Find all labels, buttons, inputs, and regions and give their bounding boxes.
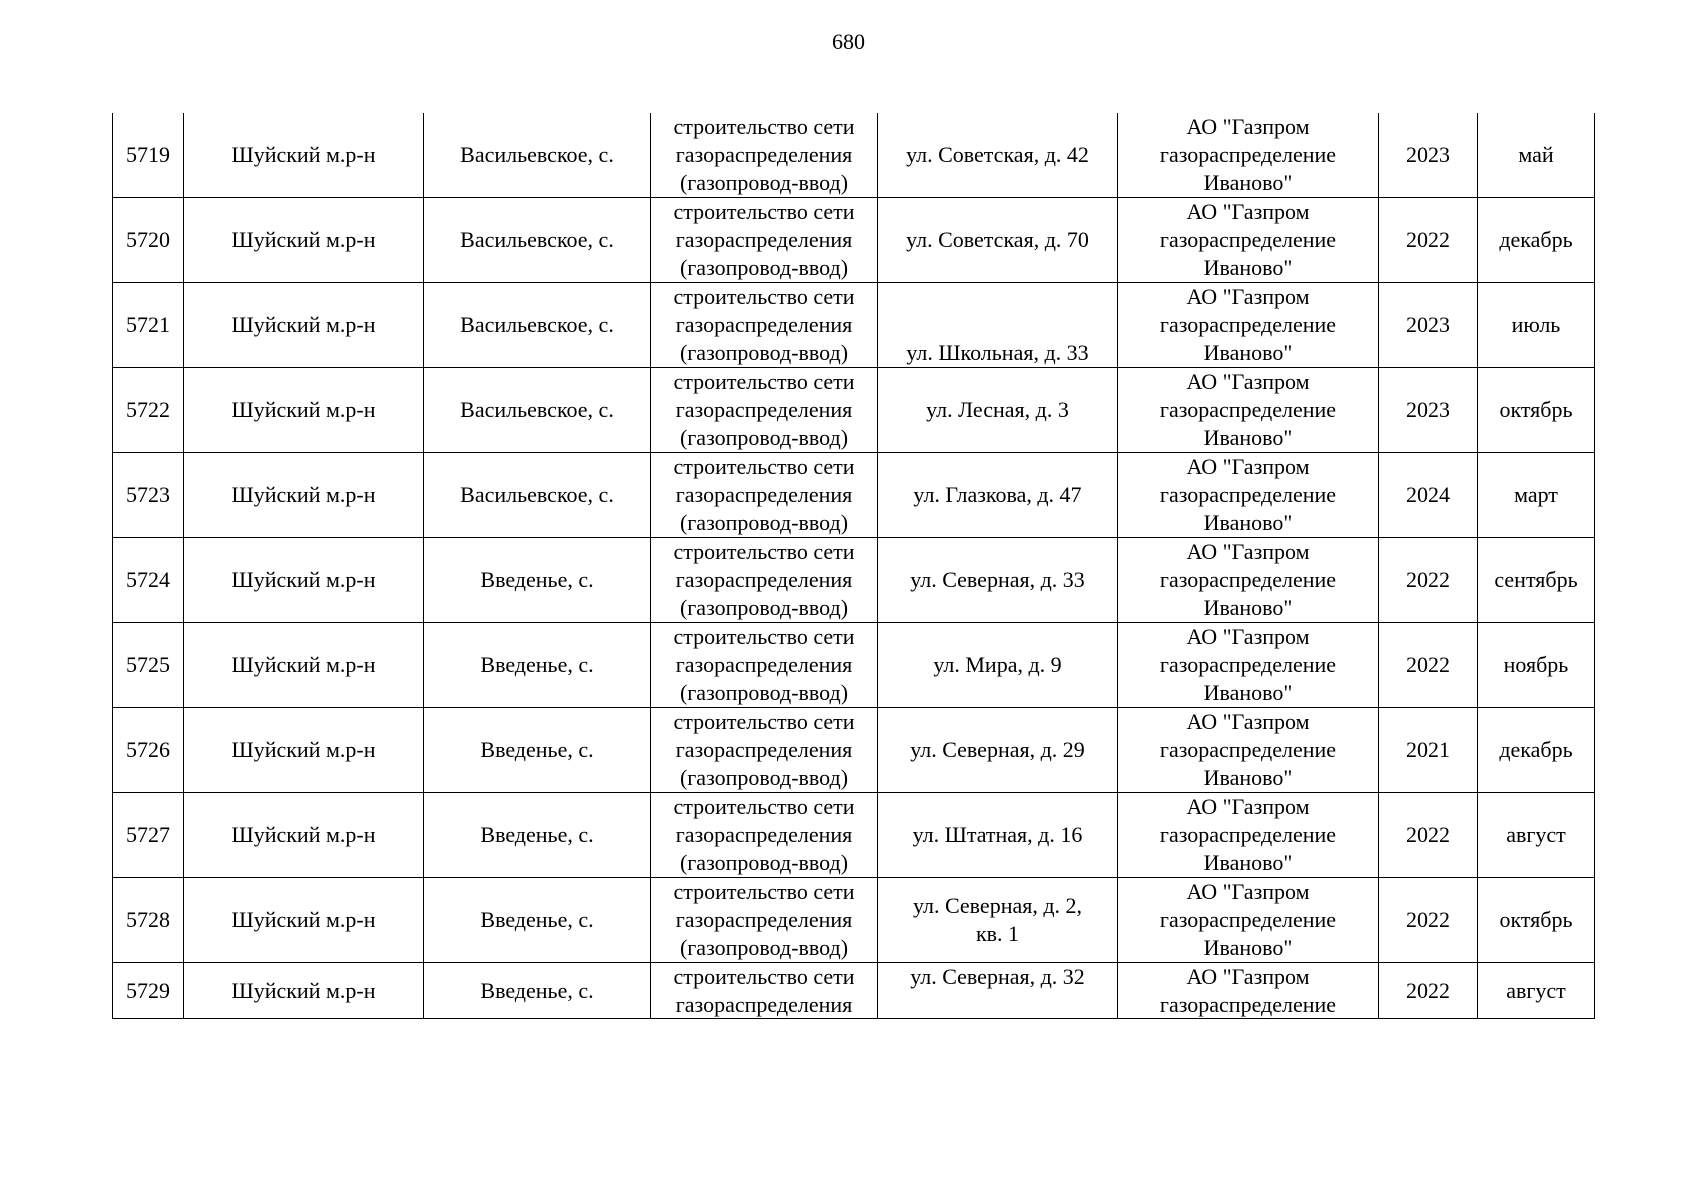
row-number-cell: 5722 [113,368,184,453]
work-type-cell-line: газораспределения [675,992,853,1017]
district-cell: Шуйский м.р-н [184,793,424,878]
work-type-cell-line: (газопровод-ввод) [679,255,849,280]
work-type-cell-line: строительство сети [673,199,855,224]
organization-cell-line: Иваново" [1203,255,1293,280]
year-cell: 2023 [1379,368,1478,453]
work-type-cell [651,708,878,793]
address-cell-line: ул. Штатная, д. 16 [912,822,1083,847]
work-type-cell-line: строительство сети [673,114,855,139]
month-cell: декабрь [1478,708,1595,793]
work-type-cell-line: газораспределения [675,907,853,932]
work-type-cell [651,368,878,453]
organization-cell-line: газораспределение [1159,227,1337,252]
work-type-cell-line: газораспределения [675,397,853,422]
month-cell: август [1478,793,1595,878]
organization-cell-line: газораспределение [1159,397,1337,422]
settlement-cell: Введенье, с. [424,963,651,1019]
work-type-cell-line: (газопровод-ввод) [679,935,849,960]
organization-cell [1118,708,1379,793]
row-number-cell: 5726 [113,708,184,793]
table-row [113,113,1595,198]
address-cell-line: ул. Северная, д. 32 [910,964,1085,989]
address-cell [878,708,1118,793]
address-cell [878,453,1118,538]
district-cell: Шуйский м.р-н [184,708,424,793]
organization-cell-line: газораспределение [1159,907,1337,932]
month-cell: октябрь [1478,368,1595,453]
organization-cell [1118,198,1379,283]
address-cell [878,198,1118,283]
month-cell: октябрь [1478,878,1595,963]
district-cell: Шуйский м.р-н [184,113,424,198]
page-number: 680 [832,29,865,54]
address-cell [878,878,1118,963]
table-row [113,538,1595,623]
settlement-cell: Васильевское, с. [424,113,651,198]
work-type-cell-line: (газопровод-ввод) [679,680,849,705]
work-type-cell-line: (газопровод-ввод) [679,765,849,790]
organization-cell-line: Иваново" [1203,765,1293,790]
year-cell: 2022 [1379,878,1478,963]
district-cell: Шуйский м.р-н [184,283,424,368]
district-cell: Шуйский м.р-н [184,453,424,538]
settlement-cell: Введенье, с. [424,538,651,623]
work-type-cell [651,623,878,708]
year-cell: 2021 [1379,708,1478,793]
settlement-cell: Васильевское, с. [424,368,651,453]
address-cell [878,283,1118,368]
work-type-cell-line: газораспределения [675,822,853,847]
organization-cell-line: Иваново" [1203,510,1293,535]
row-number-cell: 5723 [113,453,184,538]
address-cell-line: ул. Северная, д. 33 [910,567,1085,592]
work-type-cell [651,793,878,878]
month-cell: декабрь [1478,198,1595,283]
work-type-cell [651,878,878,963]
work-type-cell-line: строительство сети [673,284,855,309]
work-type-cell-line: строительство сети [673,879,855,904]
work-type-cell-line: (газопровод-ввод) [679,510,849,535]
year-cell: 2023 [1379,283,1478,368]
settlement-cell: Васильевское, с. [424,453,651,538]
address-cell-line: ул. Северная, д. 2, [912,893,1083,918]
work-type-cell-line: строительство сети [673,964,855,989]
address-cell-line: ул. Лесная, д. 3 [926,397,1069,422]
organization-cell-line: АО "Газпром [1186,964,1310,989]
organization-cell-line: газораспределение [1159,312,1337,337]
year-cell: 2022 [1379,793,1478,878]
row-number-cell: 5721 [113,283,184,368]
row-number-cell: 5724 [113,538,184,623]
address-cell-line: ул. Школьная, д. 33 [906,340,1089,365]
address-cell-line: ул. Советская, д. 70 [906,227,1089,252]
district-cell: Шуйский м.р-н [184,538,424,623]
organization-cell-line: газораспределение [1159,142,1337,167]
organization-cell-line: газораспределение [1159,482,1337,507]
gasification-schedule-table [112,113,1595,1019]
address-cell-line: ул. Северная, д. 29 [910,737,1085,762]
settlement-cell: Васильевское, с. [424,283,651,368]
work-type-cell-line: газораспределения [675,652,853,677]
settlement-cell: Васильевское, с. [424,198,651,283]
organization-cell-line: газораспределение [1159,567,1337,592]
address-cell [878,368,1118,453]
organization-cell [1118,793,1379,878]
address-cell-line: ул. Советская, д. 42 [906,142,1089,167]
work-type-cell-line: строительство сети [673,539,855,564]
organization-cell-line: Иваново" [1203,425,1293,450]
organization-cell [1118,623,1379,708]
work-type-cell-line: (газопровод-ввод) [679,425,849,450]
table-row [113,283,1595,368]
address-cell-line: ул. Глазкова, д. 47 [913,482,1082,507]
month-cell: март [1478,453,1595,538]
work-type-cell-line: (газопровод-ввод) [679,850,849,875]
month-cell: ноябрь [1478,623,1595,708]
row-number-cell: 5725 [113,623,184,708]
address-cell-line: ул. Мира, д. 9 [933,652,1062,677]
organization-cell-line: газораспределение [1159,652,1337,677]
work-type-cell [651,538,878,623]
organization-cell-line: газораспределение [1159,822,1337,847]
settlement-cell: Введенье, с. [424,878,651,963]
district-cell: Шуйский м.р-н [184,368,424,453]
district-cell: Шуйский м.р-н [184,623,424,708]
organization-cell-line: АО "Газпром [1186,454,1310,479]
address-cell [878,623,1118,708]
settlement-cell: Введенье, с. [424,708,651,793]
row-number-cell: 5720 [113,198,184,283]
table-row [113,793,1595,878]
work-type-cell-line: газораспределения [675,482,853,507]
month-cell: июль [1478,283,1595,368]
organization-cell-line: Иваново" [1203,170,1293,195]
month-cell: май [1478,113,1595,198]
organization-cell-line: АО "Газпром [1186,794,1310,819]
address-cell [878,963,1118,1019]
work-type-cell-line: газораспределения [675,312,853,337]
organization-cell [1118,283,1379,368]
work-type-cell-line: газораспределения [675,567,853,592]
work-type-cell [651,198,878,283]
table-row [113,623,1595,708]
organization-cell-line: АО "Газпром [1186,879,1310,904]
district-cell: Шуйский м.р-н [184,198,424,283]
organization-cell-line: газораспределение [1159,992,1337,1017]
organization-cell-line: АО "Газпром [1186,709,1310,734]
address-cell [878,793,1118,878]
settlement-cell: Введенье, с. [424,793,651,878]
work-type-cell [651,113,878,198]
organization-cell-line: Иваново" [1203,935,1293,960]
organization-cell [1118,113,1379,198]
year-cell: 2022 [1379,198,1478,283]
organization-cell-line: Иваново" [1203,340,1293,365]
work-type-cell-line: строительство сети [673,454,855,479]
settlement-cell: Введенье, с. [424,623,651,708]
work-type-cell-line: строительство сети [673,624,855,649]
table-row [113,878,1595,963]
work-type-cell-line: (газопровод-ввод) [679,595,849,620]
address-cell [878,538,1118,623]
organization-cell [1118,453,1379,538]
work-type-cell-line: строительство сети [673,709,855,734]
district-cell: Шуйский м.р-н [184,878,424,963]
table-row [113,198,1595,283]
row-number-cell: 5719 [113,113,184,198]
work-type-cell [651,283,878,368]
organization-cell-line: газораспределение [1159,737,1337,762]
district-cell: Шуйский м.р-н [184,963,424,1019]
row-number-cell: 5728 [113,878,184,963]
work-type-cell-line: строительство сети [673,794,855,819]
organization-cell-line: Иваново" [1203,680,1293,705]
table-row [113,368,1595,453]
year-cell: 2022 [1379,623,1478,708]
table-row [113,453,1595,538]
row-number-cell: 5727 [113,793,184,878]
row-number-cell: 5729 [113,963,184,1019]
organization-cell-line: Иваново" [1203,850,1293,875]
organization-cell [1118,878,1379,963]
organization-cell-line: АО "Газпром [1186,114,1310,139]
address-cell-line: кв. 1 [975,921,1020,946]
organization-cell-line: АО "Газпром [1186,199,1310,224]
organization-cell [1118,538,1379,623]
work-type-cell-line: газораспределения [675,142,853,167]
table-row [113,708,1595,793]
work-type-cell-line: газораспределения [675,737,853,762]
work-type-cell-line: (газопровод-ввод) [679,170,849,195]
work-type-cell [651,453,878,538]
year-cell: 2024 [1379,453,1478,538]
year-cell: 2022 [1379,538,1478,623]
work-type-cell-line: строительство сети [673,369,855,394]
table-row [113,963,1595,1019]
work-type-cell-line: (газопровод-ввод) [679,340,849,365]
organization-cell-line: АО "Газпром [1186,539,1310,564]
organization-cell [1118,368,1379,453]
organization-cell-line: Иваново" [1203,595,1293,620]
organization-cell-line: АО "Газпром [1186,284,1310,309]
organization-cell [1118,963,1379,1019]
work-type-cell [651,963,878,1019]
year-cell: 2022 [1379,963,1478,1019]
year-cell: 2023 [1379,113,1478,198]
address-cell [878,113,1118,198]
month-cell: август [1478,963,1595,1019]
month-cell: сентябрь [1478,538,1595,623]
work-type-cell-line: газораспределения [675,227,853,252]
organization-cell-line: АО "Газпром [1186,624,1310,649]
organization-cell-line: АО "Газпром [1186,369,1310,394]
